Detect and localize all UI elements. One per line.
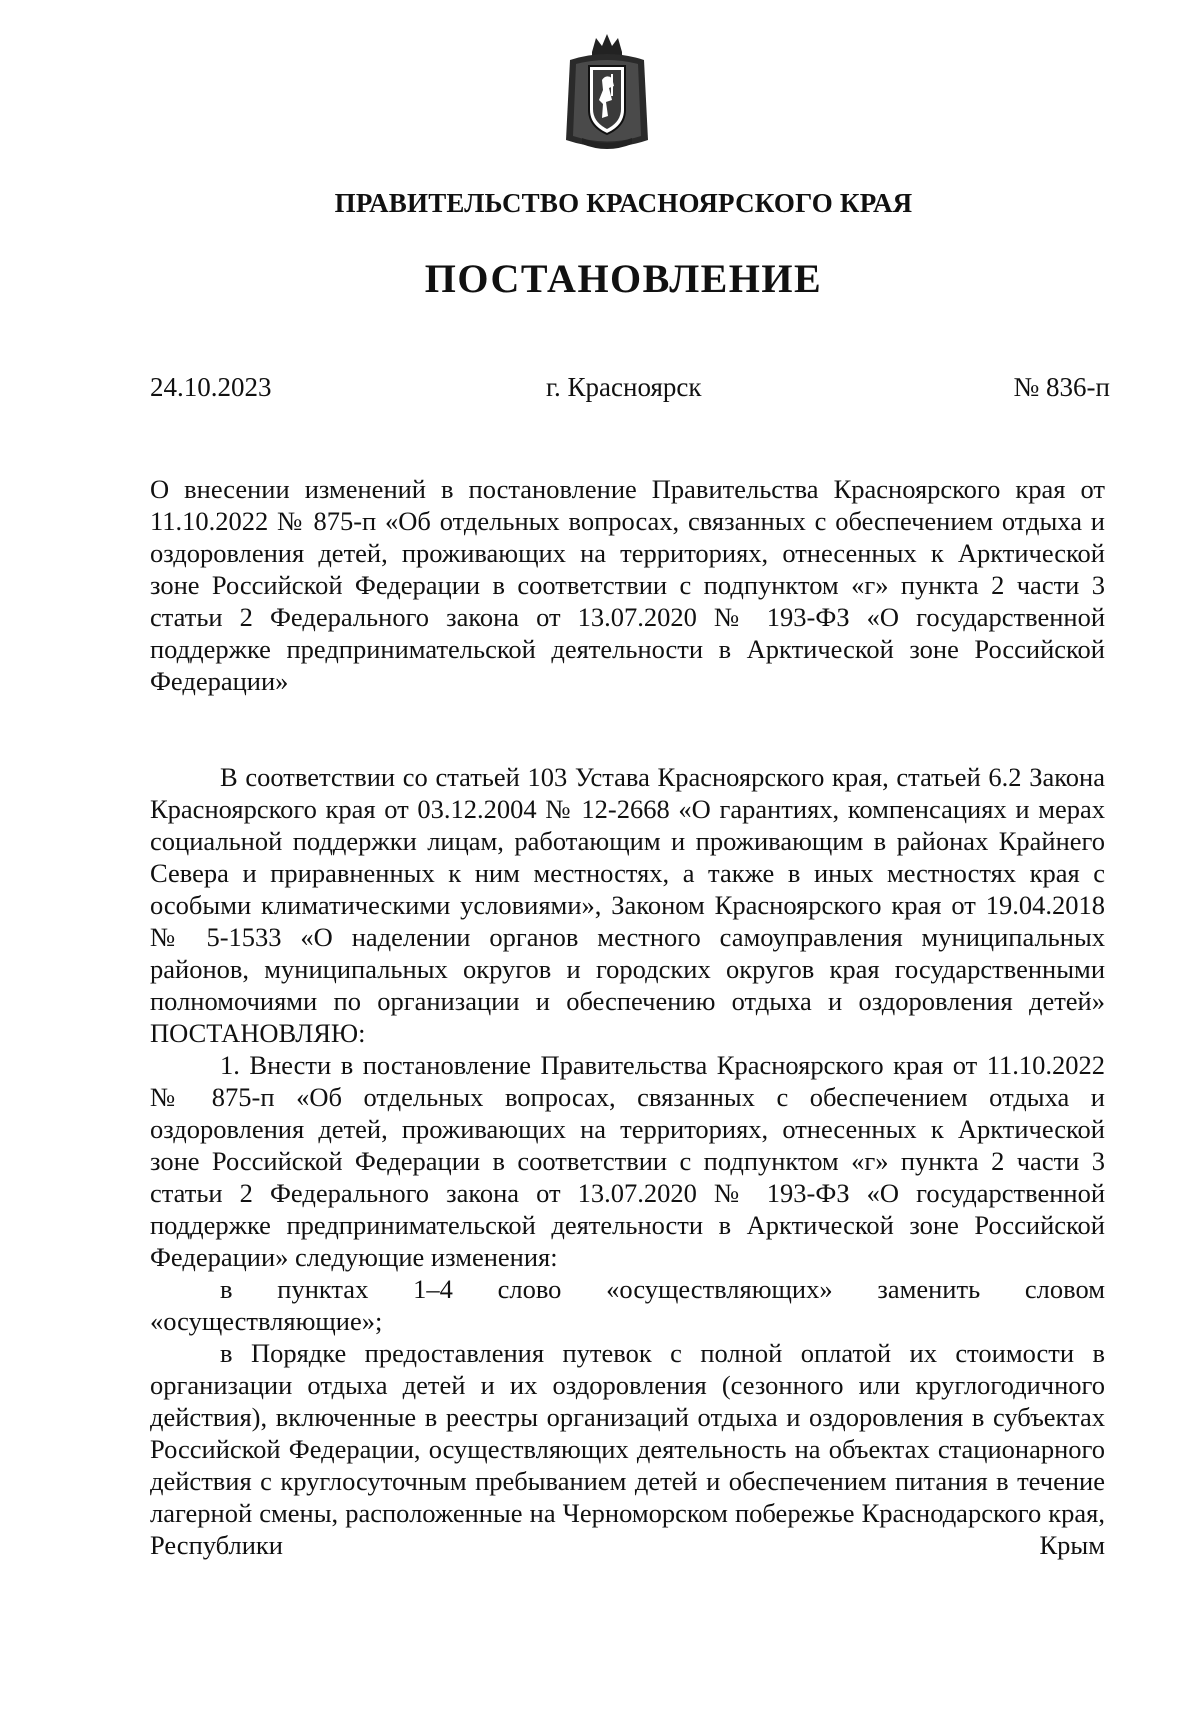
document-body (150, 761, 1105, 1561)
document-subject: О внесении изменений в постановление Правительства Красноярского края от 11.10.2022 № 875-п «Об отдельных вопросах, связанных с обеспечением отдыха и оздоровления детей, проживающих на территориях, отнесенных к Арктической зоне Российской Федерации в соответствии с подпунктом «г» пункта 2 части 3 статьи 2 Федерального закона от 13.07.2020 № 193-ФЗ «О государственной поддержке предпринимательской деятельности в Арктической зоне Российской Федерации» (150, 474, 1105, 696)
document-date: 24.10.2023 (150, 372, 272, 402)
item-1-paragraph: 1. Внести в постановление Правительства Красноярского края от 11.10.2022 № 875-п «Об отдельных вопросах, связанных с обеспечением отдыха и оздоровления детей, проживающих на территориях, отнесенных к Арктической зоне Российской Федерации в соответствии с подпунктом «г» пункта 2 части 3 статьи 2 Федерального закона от 13.07.2020 № 193-ФЗ «О государственной поддержке предпринимательской деятельности в Арктической зоне Российской Федерации» следующие изменения: (150, 1050, 1105, 1272)
organization-title: ПРАВИТЕЛЬСТВО КРАСНОЯРСКОГО КРАЯ (334, 188, 913, 218)
change-2-paragraph: в Порядке предоставления путевок с полной оплатой их стоимости в организации отдыха детей и их оздоровления (сезонного или круглогодичного действия), включенные в реестры организаций отдыха и оздоровления в субъектах Российской Федерации, осуществляющих деятельность на объектах стационарного действия с круглосуточным пребыванием детей и обеспечением питания в течение лагерной смены, расположенные на Черноморском побережье Краснодарского края, Республики Крым (150, 1338, 1105, 1560)
preamble-paragraph: В соответствии со статьей 103 Устава Красноярского края, статьей 6.2 Закона Красноярского края от 03.12.2004 № 12-2668 «О гарантиях, компенсациях и мерах социальной поддержки лицам, работающим и проживающим в районах Крайнего Севера и приравненных к ним местностях, а также в иных местностях края с особыми климатическими условиями», Законом Красноярского края от 19.04.2018 № 5-1533 «О наделении органов местного самоуправления муниципальных районов, муниципальных округов и городских округов края государственными полномочиями по организации и обеспечению отдыха и оздоровления детей» ПОСТАНОВЛЯЮ: (150, 762, 1105, 1048)
document-number: № 836-п (1013, 372, 1110, 402)
document-type-title: ПОСТАНОВЛЕНИЕ (424, 256, 823, 301)
change-1-paragraph: в пунктах 1–4 слово «осуществляющих» заменить словом «осуществляющие»; (150, 1274, 1105, 1336)
coat-of-arms-icon (562, 30, 652, 158)
document-city: г. Красноярск (546, 372, 702, 402)
